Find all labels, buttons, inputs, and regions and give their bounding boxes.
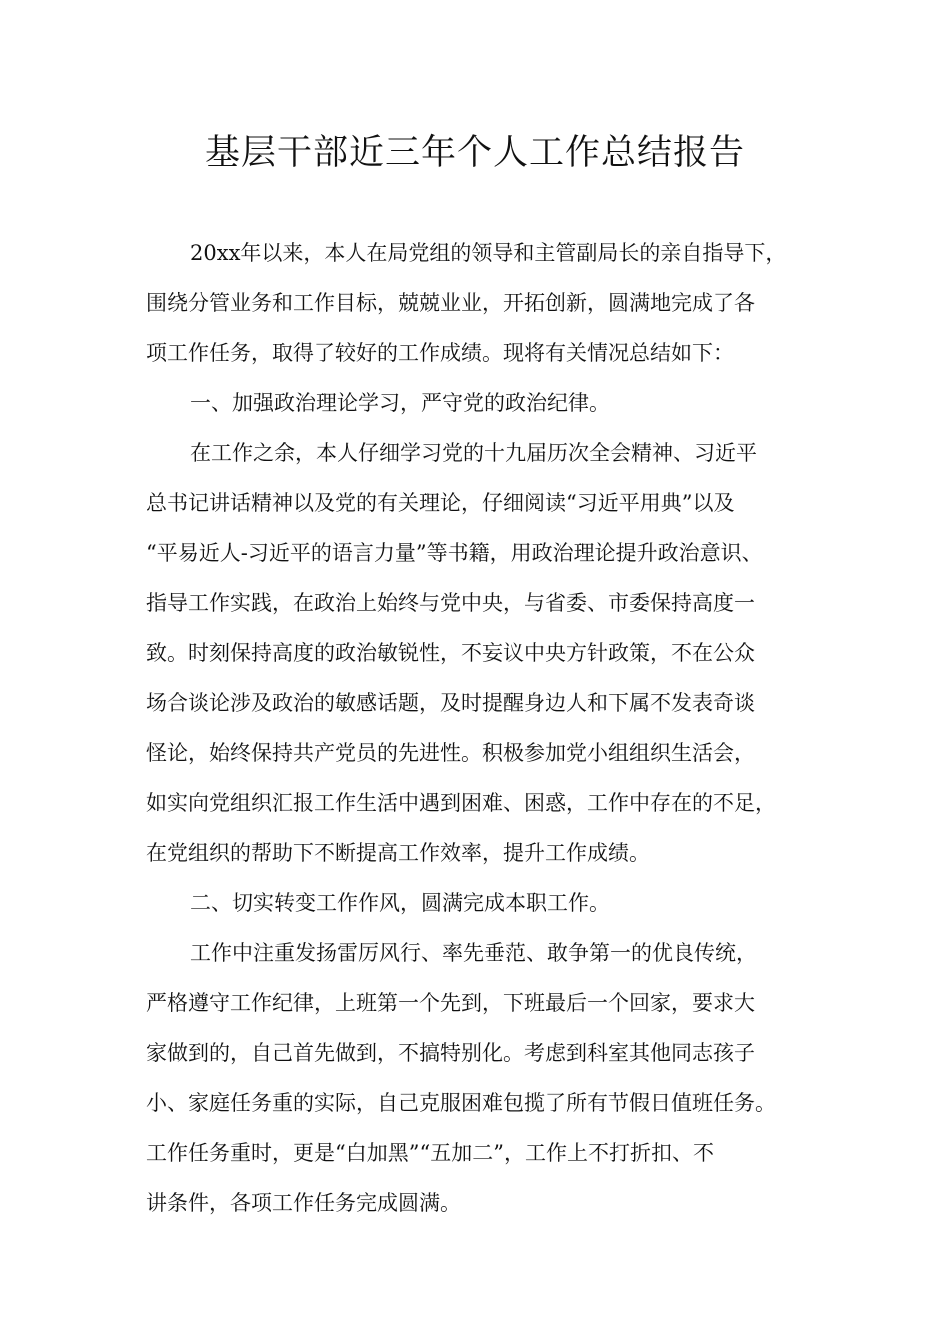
- text-line: 项工作任务，取得了较好的工作成绩。现将有关情况总结如下：: [146, 341, 734, 365]
- text-line: 20xx年以来，本人在局党组的领导和主管副局长的亲自指导下，: [190, 241, 787, 265]
- text-line: 一、加强政治理论学习，严守党的政治纪律。: [190, 391, 610, 415]
- text-line: 在党组织的帮助下不断提高工作效率，提升工作成绩。: [146, 841, 650, 865]
- text-line: 怪论，始终保持共产党员的先进性。积极参加党小组组织生活会，: [146, 741, 755, 765]
- text-line: 致。时刻保持高度的政治敏锐性，不妄议中央方针政策，不在公众: [146, 641, 755, 665]
- text-line: 围绕分管业务和工作目标，兢兢业业，开拓创新，圆满地完成了各: [146, 291, 755, 315]
- document-body: [146, 228, 826, 1228]
- text-line: 指导工作实践，在政治上始终与党中央，与省委、市委保持高度一: [146, 591, 755, 615]
- text-line: “平易近人-习近平的语言力量”等书籍，用政治理论提升政治意识、: [146, 541, 763, 565]
- text-line: 严格遵守工作纪律，上班第一个先到，下班最后一个回家，要求大: [146, 991, 755, 1015]
- text-line: 总书记讲话精神以及党的有关理论，仔细阅读“习近平用典”以及: [146, 491, 735, 515]
- text-line: 如实向党组织汇报工作生活中遇到困难、困惑，工作中存在的不足，: [146, 791, 776, 815]
- text-line: 二、切实转变工作作风，圆满完成本职工作。: [190, 891, 610, 915]
- text-line: 工作任务重时，更是“白加黑”“五加二”，工作上不打折扣、不: [146, 1141, 714, 1165]
- text-line: 场合谈论涉及政治的敏感话题，及时提醒身边人和下属不发表奇谈: [146, 691, 755, 715]
- text-line: 在工作之余，本人仔细学习党的十九届历次全会精神、习近平: [190, 441, 757, 465]
- text-line: 讲条件，各项工作任务完成圆满。: [146, 1191, 461, 1215]
- text-line: 工作中注重发扬雷厉风行、率先垂范、敢争第一的优良传统，: [190, 941, 757, 965]
- document-title: 基层干部近三年个人工作总结报告: [204, 133, 745, 173]
- text-line: 家做到的，自己首先做到，不搞特别化。考虑到科室其他同志孩子: [146, 1041, 755, 1065]
- text-line: 小、家庭任务重的实际，自己克服困难包揽了所有节假日值班任务。: [146, 1091, 776, 1115]
